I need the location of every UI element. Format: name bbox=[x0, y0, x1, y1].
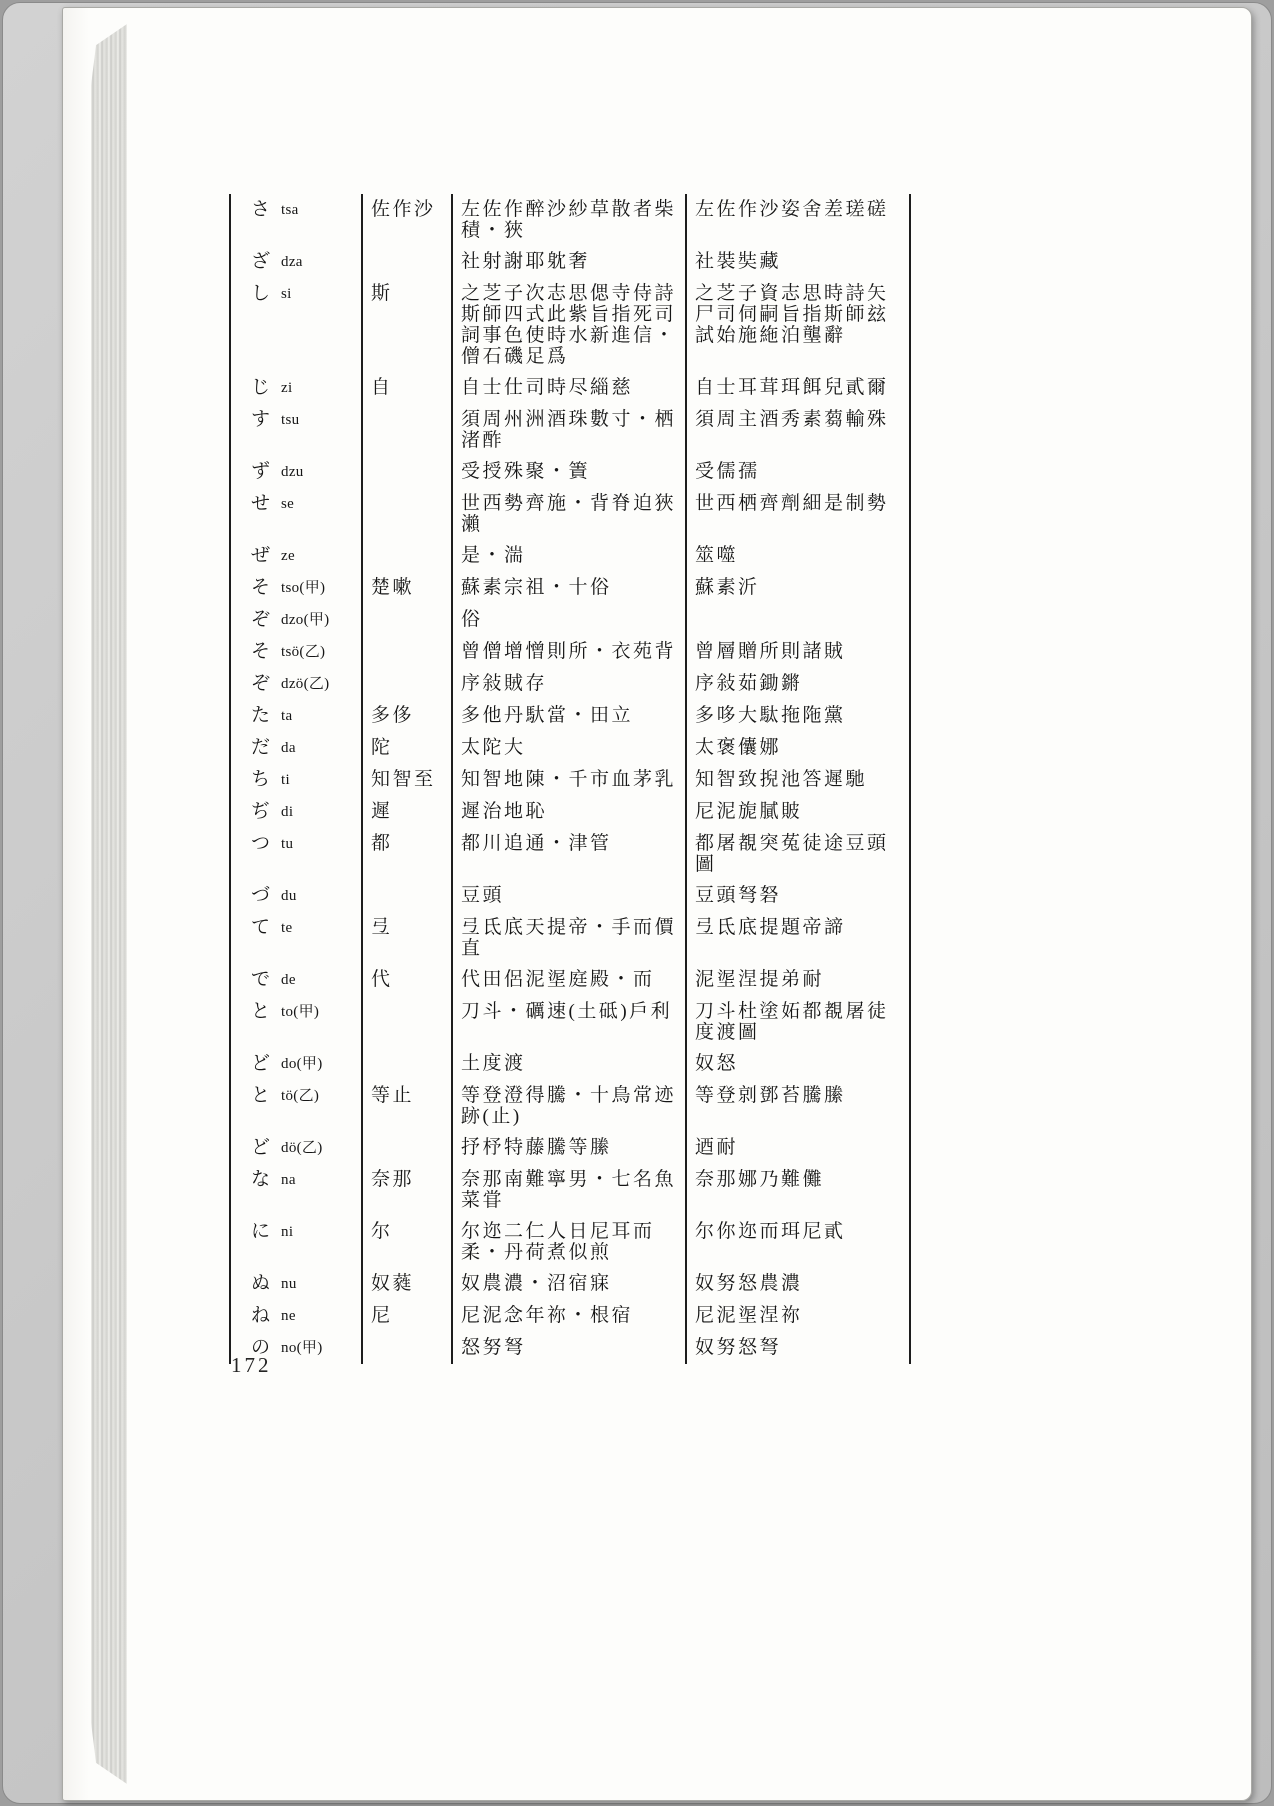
transliteration-characters-cell: 世西栖齊劑細是制勢 bbox=[685, 488, 909, 540]
representative-characters-cell: 尔 bbox=[361, 1216, 451, 1268]
usage-characters-cell: 尔迩二仁人日尼耳而柔・丹荷煮似煎 bbox=[451, 1216, 685, 1268]
table-row bbox=[231, 456, 909, 488]
kana-cell bbox=[231, 194, 361, 246]
table-row bbox=[231, 194, 909, 246]
representative-characters-cell bbox=[361, 540, 451, 572]
usage-characters-cell: 遲治地恥 bbox=[451, 796, 685, 828]
table-row bbox=[231, 636, 909, 668]
kana-cell bbox=[231, 456, 361, 488]
usage-characters-cell: 自士仕司時尽緇慈 bbox=[451, 372, 685, 404]
romanization-label: di bbox=[281, 804, 294, 820]
romanization-label: tsö(乙) bbox=[281, 644, 326, 660]
kana-glyph: ち bbox=[251, 769, 271, 790]
romanization-label: dzu bbox=[281, 464, 304, 480]
manyogana-table bbox=[229, 194, 911, 1364]
table-row bbox=[231, 764, 909, 796]
transliteration-characters-cell: 奈那娜乃難儺 bbox=[685, 1164, 909, 1216]
kana-glyph: で bbox=[251, 969, 271, 990]
transliteration-characters-cell: 序敍茹鋤鏘 bbox=[685, 668, 909, 700]
transliteration-characters-cell: 尼泥埿涅祢 bbox=[685, 1300, 909, 1332]
transliteration-characters-cell: 社裝奘藏 bbox=[685, 246, 909, 278]
kana-glyph: ざ bbox=[251, 251, 271, 272]
representative-characters-cell: 斯 bbox=[361, 278, 451, 372]
kana-glyph: せ bbox=[251, 493, 271, 514]
kana-cell bbox=[231, 540, 361, 572]
table-row bbox=[231, 1132, 909, 1164]
table-row bbox=[231, 604, 909, 636]
kana-cell bbox=[231, 1048, 361, 1080]
usage-characters-cell: 俗 bbox=[451, 604, 685, 636]
transliteration-characters-cell: 尼泥旎膩貱 bbox=[685, 796, 909, 828]
representative-characters-cell: 遲 bbox=[361, 796, 451, 828]
kana-cell bbox=[231, 964, 361, 996]
table-row bbox=[231, 1300, 909, 1332]
transliteration-characters-cell: 之芝子資志思時詩矢尸司伺嗣旨指斯師玆試始施絁泊壟辭 bbox=[685, 278, 909, 372]
representative-characters-cell bbox=[361, 668, 451, 700]
representative-characters-cell: 代 bbox=[361, 964, 451, 996]
kana-cell bbox=[231, 404, 361, 456]
romanization-label: tu bbox=[281, 836, 294, 852]
table-row bbox=[231, 1080, 909, 1132]
kana-glyph: た bbox=[251, 705, 271, 726]
kana-cell bbox=[231, 996, 361, 1048]
kana-cell bbox=[231, 1080, 361, 1132]
usage-characters-cell: 代田侶泥埿庭殿・而 bbox=[451, 964, 685, 996]
usage-characters-cell: 都川追通・津管 bbox=[451, 828, 685, 880]
usage-characters-cell: 社射謝耶躭奢 bbox=[451, 246, 685, 278]
kana-cell bbox=[231, 278, 361, 372]
transliteration-characters-cell: 受儒孺 bbox=[685, 456, 909, 488]
usage-characters-cell: 太陀大 bbox=[451, 732, 685, 764]
kana-cell bbox=[231, 1216, 361, 1268]
table-row bbox=[231, 700, 909, 732]
table-row bbox=[231, 912, 909, 964]
romanization-label: dza bbox=[281, 254, 303, 270]
table-row bbox=[231, 488, 909, 540]
table-row bbox=[231, 1164, 909, 1216]
usage-characters-cell: 土度渡 bbox=[451, 1048, 685, 1080]
table-row bbox=[231, 1216, 909, 1268]
kana-glyph: ぞ bbox=[251, 609, 271, 630]
kana-glyph: ど bbox=[251, 1053, 271, 1074]
transliteration-characters-cell: 刀斗杜塗妬都覩屠徒度渡圖 bbox=[685, 996, 909, 1048]
usage-characters-cell: 之芝子次志思偲寺侍詩斯師四式此紫旨指死司詞事色使時水新進信・僧石磯足爲 bbox=[451, 278, 685, 372]
kana-cell bbox=[231, 880, 361, 912]
usage-characters-cell: 知智地陳・千市血茅乳 bbox=[451, 764, 685, 796]
table-row bbox=[231, 572, 909, 604]
romanization-label: tö(乙) bbox=[281, 1088, 320, 1104]
transliteration-characters-cell: 蘇素沂 bbox=[685, 572, 909, 604]
usage-characters-cell: 豆頭 bbox=[451, 880, 685, 912]
table-row bbox=[231, 796, 909, 828]
kana-glyph: ず bbox=[251, 461, 271, 482]
transliteration-characters-cell: 須周主酒秀素蒭輸殊 bbox=[685, 404, 909, 456]
representative-characters-cell: 尼 bbox=[361, 1300, 451, 1332]
representative-characters-cell: 都 bbox=[361, 828, 451, 880]
representative-characters-cell bbox=[361, 1332, 451, 1364]
romanization-label: nu bbox=[281, 1276, 297, 1292]
transliteration-characters-cell: 都屠覩突菟徒途豆頭圖 bbox=[685, 828, 909, 880]
table-row bbox=[231, 964, 909, 996]
transliteration-characters-cell: 等登剠鄧苔騰縢 bbox=[685, 1080, 909, 1132]
page-number: 172 bbox=[231, 1353, 272, 1377]
representative-characters-cell: 弖 bbox=[361, 912, 451, 964]
table-row bbox=[231, 828, 909, 880]
representative-characters-cell bbox=[361, 488, 451, 540]
kana-glyph: の bbox=[251, 1337, 271, 1358]
representative-characters-cell: 等止 bbox=[361, 1080, 451, 1132]
usage-characters-cell: 怒努弩 bbox=[451, 1332, 685, 1364]
usage-characters-cell: 蘇素宗祖・十俗 bbox=[451, 572, 685, 604]
kana-glyph: ね bbox=[251, 1305, 271, 1326]
kana-glyph: ぞ bbox=[251, 673, 271, 694]
usage-characters-cell: 多他丹馱當・田立 bbox=[451, 700, 685, 732]
representative-characters-cell: 自 bbox=[361, 372, 451, 404]
transliteration-characters-cell bbox=[685, 604, 909, 636]
transliteration-characters-cell: 筮噬 bbox=[685, 540, 909, 572]
romanization-label: dzo(甲) bbox=[281, 612, 330, 628]
romanization-label: tso(甲) bbox=[281, 580, 326, 596]
kana-glyph: づ bbox=[251, 885, 271, 906]
table-row bbox=[231, 1048, 909, 1080]
representative-characters-cell: 奴蕤 bbox=[361, 1268, 451, 1300]
book-page bbox=[62, 7, 1252, 1801]
transliteration-characters-cell: 尔你迩而珥尼貳 bbox=[685, 1216, 909, 1268]
usage-characters-cell: 是・湍 bbox=[451, 540, 685, 572]
kana-glyph: じ bbox=[251, 377, 271, 398]
table-row bbox=[231, 996, 909, 1048]
usage-characters-cell: 尼泥念年祢・根宿 bbox=[451, 1300, 685, 1332]
romanization-label: to(甲) bbox=[281, 1004, 320, 1020]
romanization-label: tsu bbox=[281, 412, 300, 428]
kana-glyph: ぢ bbox=[251, 801, 271, 822]
usage-characters-cell: 受授殊聚・簀 bbox=[451, 456, 685, 488]
transliteration-characters-cell: 奴努怒弩 bbox=[685, 1332, 909, 1364]
romanization-label: zi bbox=[281, 380, 293, 396]
transliteration-characters-cell: 迺耐 bbox=[685, 1132, 909, 1164]
kana-glyph: と bbox=[251, 1001, 271, 1022]
kana-cell bbox=[231, 732, 361, 764]
romanization-label: te bbox=[281, 920, 293, 936]
usage-characters-cell: 曾僧增憎則所・衣苑背 bbox=[451, 636, 685, 668]
representative-characters-cell bbox=[361, 404, 451, 456]
representative-characters-cell bbox=[361, 1132, 451, 1164]
kana-glyph: と bbox=[251, 1085, 271, 1106]
kana-cell bbox=[231, 668, 361, 700]
kana-glyph: な bbox=[251, 1169, 271, 1190]
page-content bbox=[229, 194, 911, 1364]
usage-characters-cell: 序敍賊存 bbox=[451, 668, 685, 700]
usage-characters-cell: 世西勢齊施・背脊迫狹瀨 bbox=[451, 488, 685, 540]
kana-glyph: そ bbox=[251, 641, 271, 662]
kana-glyph: ぬ bbox=[251, 1273, 271, 1294]
romanization-label: da bbox=[281, 740, 296, 756]
table-row bbox=[231, 540, 909, 572]
romanization-label: ta bbox=[281, 708, 293, 724]
transliteration-characters-cell: 太褒儾娜 bbox=[685, 732, 909, 764]
kana-cell bbox=[231, 572, 361, 604]
romanization-label: ti bbox=[281, 772, 290, 788]
representative-characters-cell: 陀 bbox=[361, 732, 451, 764]
representative-characters-cell bbox=[361, 246, 451, 278]
table-row bbox=[231, 404, 909, 456]
representative-characters-cell: 多侈 bbox=[361, 700, 451, 732]
kana-glyph: す bbox=[251, 409, 271, 430]
page-stack-edge bbox=[91, 24, 127, 1784]
representative-characters-cell: 奈那 bbox=[361, 1164, 451, 1216]
kana-cell bbox=[231, 700, 361, 732]
table-row bbox=[231, 732, 909, 764]
kana-cell bbox=[231, 636, 361, 668]
usage-characters-cell: 弖氐底天提帝・手而價直 bbox=[451, 912, 685, 964]
transliteration-characters-cell: 自士耳茸珥餌兒貳爾 bbox=[685, 372, 909, 404]
representative-characters-cell bbox=[361, 456, 451, 488]
romanization-label: ze bbox=[281, 548, 295, 564]
representative-characters-cell bbox=[361, 636, 451, 668]
kana-glyph: だ bbox=[251, 737, 271, 758]
transliteration-characters-cell: 曾層贈所則諸賊 bbox=[685, 636, 909, 668]
transliteration-characters-cell: 多哆大駄拖陁黨 bbox=[685, 700, 909, 732]
table-row bbox=[231, 880, 909, 912]
kana-glyph: し bbox=[251, 283, 271, 304]
kana-glyph: て bbox=[251, 917, 271, 938]
representative-characters-cell: 佐作沙 bbox=[361, 194, 451, 246]
kana-glyph: ぜ bbox=[251, 545, 271, 566]
usage-characters-cell: 須周州洲酒珠數寸・栖渚酢 bbox=[451, 404, 685, 456]
kana-glyph: つ bbox=[251, 833, 271, 854]
romanization-label: si bbox=[281, 286, 292, 302]
representative-characters-cell bbox=[361, 880, 451, 912]
transliteration-characters-cell: 知智致掜池答遲馳 bbox=[685, 764, 909, 796]
romanization-label: dzö(乙) bbox=[281, 676, 330, 692]
romanization-label: do(甲) bbox=[281, 1056, 323, 1072]
romanization-label: de bbox=[281, 972, 296, 988]
kana-cell bbox=[231, 1132, 361, 1164]
romanization-label: dö(乙) bbox=[281, 1140, 323, 1156]
kana-cell bbox=[231, 764, 361, 796]
kana-cell bbox=[231, 604, 361, 636]
romanization-label: ni bbox=[281, 1224, 294, 1240]
usage-characters-cell: 奈那南難寧男・七名魚菜甞 bbox=[451, 1164, 685, 1216]
representative-characters-cell: 知智至 bbox=[361, 764, 451, 796]
usage-characters-cell: 奴農濃・沼宿寐 bbox=[451, 1268, 685, 1300]
romanization-label: no(甲) bbox=[281, 1340, 323, 1356]
kana-cell bbox=[231, 246, 361, 278]
kana-glyph: そ bbox=[251, 577, 271, 598]
romanization-label: na bbox=[281, 1172, 296, 1188]
kana-cell bbox=[231, 488, 361, 540]
romanization-label: tsa bbox=[281, 202, 299, 218]
transliteration-characters-cell: 豆頭弩砮 bbox=[685, 880, 909, 912]
romanization-label: se bbox=[281, 496, 295, 512]
kana-cell bbox=[231, 372, 361, 404]
table-row bbox=[231, 372, 909, 404]
kana-glyph: ど bbox=[251, 1137, 271, 1158]
usage-characters-cell: 左佐作醉沙紗草散者柴積・狹 bbox=[451, 194, 685, 246]
usage-characters-cell: 抒杼特藤騰等縢 bbox=[451, 1132, 685, 1164]
romanization-label: du bbox=[281, 888, 297, 904]
table-row bbox=[231, 1332, 909, 1364]
transliteration-characters-cell: 奴努怒農濃 bbox=[685, 1268, 909, 1300]
representative-characters-cell bbox=[361, 1048, 451, 1080]
usage-characters-cell: 刀斗・礪速(土砥)戶利 bbox=[451, 996, 685, 1048]
romanization-label: ne bbox=[281, 1308, 296, 1324]
table-row bbox=[231, 246, 909, 278]
table-row bbox=[231, 668, 909, 700]
kana-cell bbox=[231, 1164, 361, 1216]
transliteration-characters-cell: 奴怒 bbox=[685, 1048, 909, 1080]
table-row bbox=[231, 278, 909, 372]
kana-cell bbox=[231, 1268, 361, 1300]
transliteration-characters-cell: 泥埿涅提弟耐 bbox=[685, 964, 909, 996]
kana-cell bbox=[231, 828, 361, 880]
table-row bbox=[231, 1268, 909, 1300]
representative-characters-cell bbox=[361, 604, 451, 636]
representative-characters-cell: 楚嗽 bbox=[361, 572, 451, 604]
usage-characters-cell: 等登澄得騰・十鳥常迹跡(止) bbox=[451, 1080, 685, 1132]
representative-characters-cell bbox=[361, 996, 451, 1048]
kana-glyph: さ bbox=[251, 199, 271, 220]
transliteration-characters-cell: 弖氐底提題帝諦 bbox=[685, 912, 909, 964]
kana-cell bbox=[231, 912, 361, 964]
kana-cell bbox=[231, 796, 361, 828]
transliteration-characters-cell: 左佐作沙姿舍差瑳磋 bbox=[685, 194, 909, 246]
kana-cell bbox=[231, 1300, 361, 1332]
kana-glyph: に bbox=[251, 1221, 271, 1242]
